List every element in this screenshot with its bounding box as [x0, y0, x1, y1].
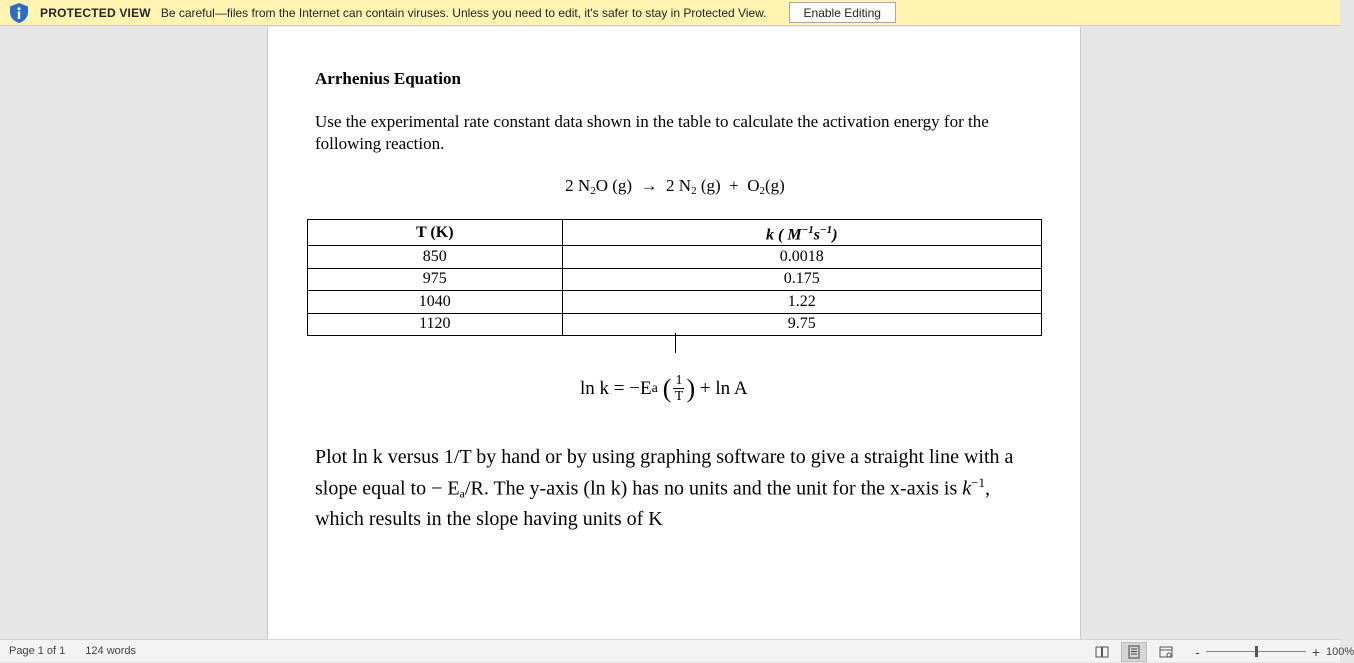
- zoom-level[interactable]: 100%: [1326, 645, 1354, 658]
- status-bar: [0, 639, 1354, 662]
- equation-lhs: ln k = −E: [580, 377, 652, 399]
- enable-editing-button[interactable]: Enable Editing: [789, 2, 896, 23]
- plot-text-part-2: /R. The y-axis (ln k) has no units and the unit for the x-axis is: [464, 477, 963, 500]
- web-layout-icon[interactable]: [1153, 642, 1179, 662]
- fraction-denominator: T: [674, 389, 684, 404]
- intro-paragraph: Use the experimental rate constant data shown in the table to calculate the activation energy for the following reaction.: [315, 112, 989, 153]
- document-heading: Arrhenius Equation: [315, 69, 461, 88]
- print-layout-icon[interactable]: [1121, 642, 1147, 662]
- equation-rhs: + ln A: [695, 377, 748, 399]
- table-header-row: [308, 220, 1042, 246]
- equation-sub-a: a: [651, 380, 658, 396]
- zoom-slider-thumb[interactable]: [1255, 646, 1258, 657]
- reaction-sub-2: 2: [691, 185, 697, 197]
- reaction-part-1: 2 N: [565, 176, 591, 195]
- zoom-out-button[interactable]: -: [1195, 643, 1200, 660]
- document-page[interactable]: [267, 27, 1081, 639]
- header-k-exp2: −1: [820, 224, 833, 236]
- zoom-slider[interactable]: [1206, 651, 1306, 652]
- protected-view-title: PROTECTED VIEW: [40, 5, 151, 20]
- document-area[interactable]: [0, 27, 1340, 639]
- plot-text-sub-a: a: [459, 486, 465, 501]
- info-shield-icon: [8, 2, 30, 24]
- reaction-part-3: (g) + O: [696, 176, 760, 195]
- header-rate-constant: [562, 220, 1041, 246]
- cell-temperature: 1040: [308, 291, 563, 313]
- plot-text-k: k: [962, 477, 972, 500]
- word-count[interactable]: 124 words: [85, 645, 137, 657]
- cell-rate-constant: 0.175: [562, 268, 1041, 290]
- equation-paren-close: ): [686, 373, 696, 403]
- plot-instructions: [315, 445, 1035, 532]
- plot-text-part-3: , which results in the slope having units of K: [315, 477, 990, 530]
- cell-temperature: 850: [308, 246, 563, 268]
- header-k-base: k ( M: [766, 226, 802, 244]
- arrhenius-equation: [580, 373, 748, 404]
- page-count[interactable]: Page 1 of 1: [9, 645, 66, 657]
- header-k-mid: s: [813, 226, 821, 244]
- plot-text-part-1: Plot ln k versus 1/T by hand or by using graphing software to give a straight line with a slope equal to − E: [315, 446, 1014, 500]
- reaction-sub-1: 2: [590, 185, 596, 197]
- text-cursor: [675, 333, 676, 353]
- read-mode-icon[interactable]: [1089, 642, 1115, 662]
- table-row: [308, 291, 1042, 313]
- zoom-in-button[interactable]: +: [1311, 643, 1320, 660]
- plot-text-exp: −1: [971, 475, 985, 490]
- header-temperature: T (K): [308, 220, 563, 246]
- cell-temperature: 1120: [308, 313, 563, 335]
- reaction-equation: [268, 176, 1082, 197]
- reaction-sub-3: 2: [759, 185, 766, 197]
- table-row: [308, 268, 1042, 290]
- header-k-exp1: −1: [801, 224, 814, 236]
- header-k-end: ): [832, 226, 838, 244]
- cell-rate-constant: 9.75: [562, 313, 1041, 335]
- status-right-controls: [1083, 640, 1354, 663]
- rate-constant-table: [307, 219, 1042, 336]
- cell-rate-constant: 1.22: [562, 291, 1041, 313]
- equation-paren-open: (: [662, 373, 672, 403]
- cell-rate-constant: 0.0018: [562, 246, 1041, 268]
- cell-temperature: 975: [308, 268, 563, 290]
- equation-fraction: [673, 373, 684, 404]
- table-row: [308, 246, 1042, 268]
- reaction-part-2: O (g) → 2 N: [595, 176, 692, 195]
- protected-view-message: Be careful—files from the Internet can contain viruses. Unless you need to edit, it's safer to stay in Protected View.: [160, 5, 767, 20]
- reaction-part-4: (g): [765, 176, 785, 195]
- protected-view-bar: [0, 0, 1340, 26]
- fraction-numerator: 1: [675, 373, 683, 388]
